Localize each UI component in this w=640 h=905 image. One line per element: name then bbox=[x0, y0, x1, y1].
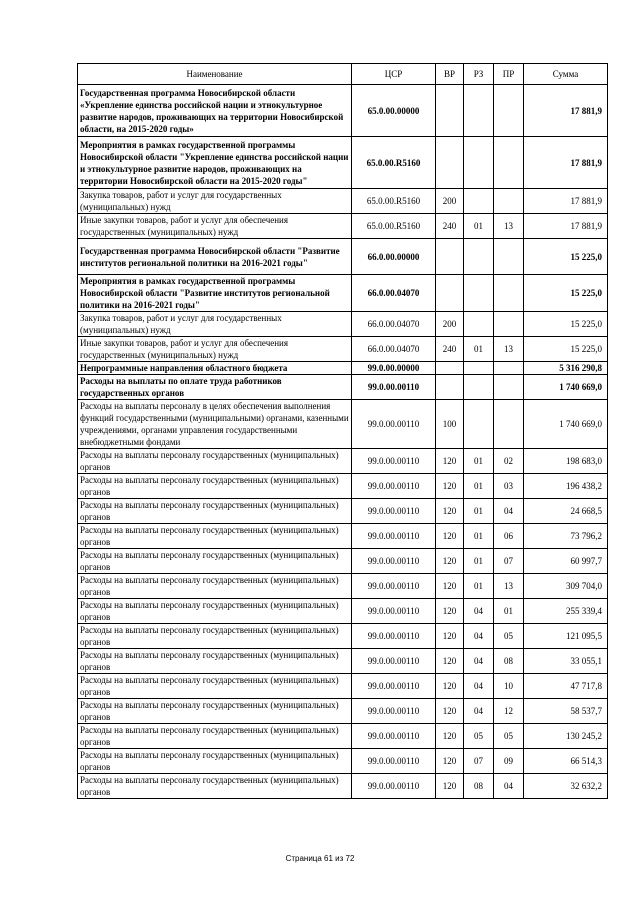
table-cell-rz: 04 bbox=[464, 699, 494, 724]
table-cell-sum: 15 225,0 bbox=[524, 337, 608, 362]
table-cell-name: Расходы на выплаты персоналу государственных (муниципальных) органов bbox=[78, 599, 352, 624]
table-cell-vr bbox=[436, 137, 464, 189]
table-cell-rz bbox=[464, 85, 494, 137]
table-cell-sum: 33 055,1 bbox=[524, 649, 608, 674]
table-cell-pr: 13 bbox=[494, 214, 524, 239]
table-cell-rz: 01 bbox=[464, 474, 494, 499]
table-cell-sum: 17 881,9 bbox=[524, 189, 608, 214]
table-row bbox=[78, 312, 608, 337]
header-csr: ЦСР bbox=[352, 64, 436, 85]
table-cell-vr: 120 bbox=[436, 649, 464, 674]
table-cell-pr: 04 bbox=[494, 774, 524, 799]
table-row bbox=[78, 624, 608, 649]
table-cell-csr: 65.0.00.R5160 bbox=[352, 189, 436, 214]
table-cell-csr: 99.0.00.00110 bbox=[352, 499, 436, 524]
table-cell-sum: 15 225,0 bbox=[524, 312, 608, 337]
table-row bbox=[78, 474, 608, 499]
table-row bbox=[78, 189, 608, 214]
table-row bbox=[78, 137, 608, 189]
table-cell-rz: 01 bbox=[464, 524, 494, 549]
table-cell-sum: 58 537,7 bbox=[524, 699, 608, 724]
table-cell-pr: 13 bbox=[494, 574, 524, 599]
table-cell-sum: 309 704,0 bbox=[524, 574, 608, 599]
table-cell-vr: 200 bbox=[436, 312, 464, 337]
table-cell-csr: 65.0.00.R5160 bbox=[352, 214, 436, 239]
table-cell-sum: 60 997,7 bbox=[524, 549, 608, 574]
table-cell-csr: 99.0.00.00110 bbox=[352, 699, 436, 724]
table-cell-pr bbox=[494, 189, 524, 214]
table-cell-sum: 15 225,0 bbox=[524, 275, 608, 312]
table-cell-name: Государственная программа Новосибирской области «Укрепление единства российской нации и этнокультурное развитие народов, проживающих на территории Новосибирской области, на 2015-2020 годы» bbox=[78, 85, 352, 137]
table-cell-vr: 100 bbox=[436, 400, 464, 449]
table-cell-name: Мероприятия в рамках государственной программы Новосибирской области "Укрепление единства российской нации и этнокультурное развитие народов, проживающих на территории Новосибирской области на 2015-2020 годы" bbox=[78, 137, 352, 189]
table-cell-csr: 99.0.00.00110 bbox=[352, 774, 436, 799]
table-cell-sum: 130 245,2 bbox=[524, 724, 608, 749]
table-cell-rz bbox=[464, 239, 494, 275]
table-cell-pr: 06 bbox=[494, 524, 524, 549]
table-cell-rz: 08 bbox=[464, 774, 494, 799]
table-cell-rz: 01 bbox=[464, 449, 494, 474]
table-cell-vr bbox=[436, 85, 464, 137]
table-cell-name: Закупка товаров, работ и услуг для государственных (муниципальных) нужд bbox=[78, 312, 352, 337]
table-cell-sum: 17 881,9 bbox=[524, 137, 608, 189]
table-cell-vr: 120 bbox=[436, 624, 464, 649]
table-cell-vr: 120 bbox=[436, 474, 464, 499]
table-cell-csr: 66.0.00.04070 bbox=[352, 337, 436, 362]
table-cell-pr: 03 bbox=[494, 474, 524, 499]
table-cell-csr: 65.0.00.R5160 bbox=[352, 137, 436, 189]
budget-table bbox=[77, 63, 608, 799]
table-cell-rz bbox=[464, 137, 494, 189]
table-cell-name: Расходы на выплаты персоналу государственных (муниципальных) органов bbox=[78, 624, 352, 649]
table-row bbox=[78, 574, 608, 599]
table-row bbox=[78, 239, 608, 275]
table-cell-pr bbox=[494, 85, 524, 137]
table-cell-rz: 01 bbox=[464, 499, 494, 524]
table-cell-rz: 07 bbox=[464, 749, 494, 774]
table-cell-pr bbox=[494, 375, 524, 400]
table-cell-csr: 99.0.00.00110 bbox=[352, 474, 436, 499]
table-cell-rz bbox=[464, 275, 494, 312]
table-cell-vr: 120 bbox=[436, 549, 464, 574]
table-cell-vr: 240 bbox=[436, 337, 464, 362]
table-cell-csr: 99.0.00.00110 bbox=[352, 624, 436, 649]
table-cell-vr: 120 bbox=[436, 499, 464, 524]
table-cell-rz: 04 bbox=[464, 599, 494, 624]
table-cell-name: Расходы на выплаты персоналу государственных (муниципальных) органов bbox=[78, 674, 352, 699]
table-cell-pr: 13 bbox=[494, 337, 524, 362]
table-cell-name: Закупка товаров, работ и услуг для государственных (муниципальных) нужд bbox=[78, 189, 352, 214]
table-cell-name: Расходы на выплаты персоналу государственных (муниципальных) органов bbox=[78, 724, 352, 749]
table-cell-csr: 66.0.00.00000 bbox=[352, 239, 436, 275]
table-cell-sum: 47 717,8 bbox=[524, 674, 608, 699]
table-cell-csr: 99.0.00.00110 bbox=[352, 599, 436, 624]
table-cell-sum: 196 438,2 bbox=[524, 474, 608, 499]
table-cell-sum: 24 668,5 bbox=[524, 499, 608, 524]
table-cell-vr: 120 bbox=[436, 599, 464, 624]
table-cell-csr: 99.0.00.00110 bbox=[352, 524, 436, 549]
table-row bbox=[78, 674, 608, 699]
table-cell-vr: 120 bbox=[436, 449, 464, 474]
table-cell-sum: 198 683,0 bbox=[524, 449, 608, 474]
table-cell-sum: 255 339,4 bbox=[524, 599, 608, 624]
table-cell-name: Непрограммные направления областного бюджета bbox=[78, 362, 352, 375]
table-cell-name: Расходы на выплаты по оплате труда работников государственных органов bbox=[78, 375, 352, 400]
table-cell-csr: 99.0.00.00110 bbox=[352, 400, 436, 449]
table-cell-vr bbox=[436, 375, 464, 400]
table-cell-name: Расходы на выплаты персоналу государственных (муниципальных) органов bbox=[78, 524, 352, 549]
table-cell-vr bbox=[436, 239, 464, 275]
table-cell-name: Расходы на выплаты персоналу в целях обеспечения выполнения функций государственными (муниципальными) органами, казенными учреждениями, органами управления государственными внебюджетными фондами bbox=[78, 400, 352, 449]
table-cell-pr: 12 bbox=[494, 699, 524, 724]
table-cell-csr: 99.0.00.00110 bbox=[352, 449, 436, 474]
header-sum: Сумма bbox=[524, 64, 608, 85]
table-cell-vr bbox=[436, 362, 464, 375]
table-cell-rz: 01 bbox=[464, 549, 494, 574]
table-cell-name: Расходы на выплаты персоналу государственных (муниципальных) органов bbox=[78, 774, 352, 799]
table-cell-pr: 01 bbox=[494, 599, 524, 624]
table-cell-csr: 65.0.00.00000 bbox=[352, 85, 436, 137]
table-row bbox=[78, 85, 608, 137]
table-cell-name: Расходы на выплаты персоналу государственных (муниципальных) органов bbox=[78, 749, 352, 774]
table-row bbox=[78, 362, 608, 375]
table-row bbox=[78, 699, 608, 724]
table-cell-pr bbox=[494, 362, 524, 375]
table-row bbox=[78, 524, 608, 549]
table-cell-vr: 200 bbox=[436, 189, 464, 214]
table-cell-csr: 99.0.00.00110 bbox=[352, 749, 436, 774]
table-row bbox=[78, 749, 608, 774]
table-cell-rz: 01 bbox=[464, 214, 494, 239]
table-cell-vr: 120 bbox=[436, 774, 464, 799]
table-cell-csr: 66.0.00.04070 bbox=[352, 275, 436, 312]
table-cell-pr: 05 bbox=[494, 624, 524, 649]
table-cell-vr bbox=[436, 275, 464, 312]
table-cell-pr: 04 bbox=[494, 499, 524, 524]
table-cell-rz: 01 bbox=[464, 337, 494, 362]
header-rz: РЗ bbox=[464, 64, 494, 85]
table-cell-rz bbox=[464, 189, 494, 214]
table-cell-csr: 99.0.00.00110 bbox=[352, 724, 436, 749]
table-cell-vr: 120 bbox=[436, 674, 464, 699]
table-row bbox=[78, 649, 608, 674]
table-cell-sum: 15 225,0 bbox=[524, 239, 608, 275]
table-cell-sum: 1 740 669,0 bbox=[524, 400, 608, 449]
table-cell-csr: 99.0.00.00110 bbox=[352, 674, 436, 699]
table-cell-name: Расходы на выплаты персоналу государственных (муниципальных) органов bbox=[78, 449, 352, 474]
table-cell-name: Иные закупки товаров, работ и услуг для обеспечения государственных (муниципальных) нужд bbox=[78, 214, 352, 239]
table-row bbox=[78, 774, 608, 799]
table-cell-rz bbox=[464, 375, 494, 400]
table-cell-pr: 10 bbox=[494, 674, 524, 699]
table-row bbox=[78, 499, 608, 524]
table-cell-pr: 02 bbox=[494, 449, 524, 474]
table-cell-csr: 66.0.00.04070 bbox=[352, 312, 436, 337]
table-row bbox=[78, 337, 608, 362]
table-cell-pr bbox=[494, 239, 524, 275]
table-cell-pr: 07 bbox=[494, 549, 524, 574]
table-cell-rz: 04 bbox=[464, 624, 494, 649]
table-row bbox=[78, 724, 608, 749]
table-cell-csr: 99.0.00.00000 bbox=[352, 362, 436, 375]
table-cell-pr: 05 bbox=[494, 724, 524, 749]
table-cell-name: Расходы на выплаты персоналу государственных (муниципальных) органов bbox=[78, 549, 352, 574]
table-cell-csr: 99.0.00.00110 bbox=[352, 549, 436, 574]
table-cell-name: Мероприятия в рамках государственной программы Новосибирской области "Развитие институтов региональной политики на 2016-2021 годы" bbox=[78, 275, 352, 312]
table-cell-pr bbox=[494, 275, 524, 312]
table-cell-csr: 99.0.00.00110 bbox=[352, 375, 436, 400]
table-cell-rz bbox=[464, 400, 494, 449]
header-name: Наименование bbox=[78, 64, 352, 85]
table-cell-name: Государственная программа Новосибирской области "Развитие институтов региональной политики на 2016-2021 годы" bbox=[78, 239, 352, 275]
table-cell-rz: 05 bbox=[464, 724, 494, 749]
table-cell-sum: 1 740 669,0 bbox=[524, 375, 608, 400]
table-cell-name: Расходы на выплаты персоналу государственных (муниципальных) органов bbox=[78, 699, 352, 724]
table-cell-rz: 04 bbox=[464, 674, 494, 699]
table-cell-sum: 17 881,9 bbox=[524, 214, 608, 239]
table-cell-pr: 09 bbox=[494, 749, 524, 774]
table-cell-sum: 73 796,2 bbox=[524, 524, 608, 549]
table-row bbox=[78, 400, 608, 449]
page-number: Страница 61 из 72 bbox=[285, 854, 355, 863]
table-cell-sum: 17 881,9 bbox=[524, 85, 608, 137]
table-row bbox=[78, 599, 608, 624]
table-cell-sum: 66 514,3 bbox=[524, 749, 608, 774]
table-cell-vr: 120 bbox=[436, 699, 464, 724]
table-row bbox=[78, 214, 608, 239]
table-cell-rz bbox=[464, 362, 494, 375]
table-row bbox=[78, 375, 608, 400]
table-cell-vr: 120 bbox=[436, 749, 464, 774]
table-cell-pr bbox=[494, 400, 524, 449]
table-cell-vr: 120 bbox=[436, 524, 464, 549]
table-cell-rz: 01 bbox=[464, 574, 494, 599]
table-row bbox=[78, 275, 608, 312]
table-cell-rz: 04 bbox=[464, 649, 494, 674]
table-cell-name: Расходы на выплаты персоналу государственных (муниципальных) органов bbox=[78, 474, 352, 499]
table-cell-sum: 32 632,2 bbox=[524, 774, 608, 799]
table-row bbox=[78, 449, 608, 474]
table-cell-vr: 120 bbox=[436, 574, 464, 599]
table-row bbox=[78, 549, 608, 574]
table-cell-sum: 121 095,5 bbox=[524, 624, 608, 649]
table-cell-csr: 99.0.00.00110 bbox=[352, 574, 436, 599]
table-header-row bbox=[78, 64, 608, 85]
table-cell-vr: 240 bbox=[436, 214, 464, 239]
table-cell-pr bbox=[494, 137, 524, 189]
table-cell-csr: 99.0.00.00110 bbox=[352, 649, 436, 674]
table-body bbox=[78, 85, 608, 799]
header-vr: ВР bbox=[436, 64, 464, 85]
table-cell-rz bbox=[464, 312, 494, 337]
table-cell-pr: 08 bbox=[494, 649, 524, 674]
table-cell-name: Расходы на выплаты персоналу государственных (муниципальных) органов bbox=[78, 649, 352, 674]
table-cell-pr bbox=[494, 312, 524, 337]
table-cell-name: Расходы на выплаты персоналу государственных (муниципальных) органов bbox=[78, 574, 352, 599]
table-cell-name: Расходы на выплаты персоналу государственных (муниципальных) органов bbox=[78, 499, 352, 524]
header-pr: ПР bbox=[494, 64, 524, 85]
table-cell-name: Иные закупки товаров, работ и услуг для обеспечения государственных (муниципальных) нужд bbox=[78, 337, 352, 362]
table-cell-sum: 5 316 290,8 bbox=[524, 362, 608, 375]
table-cell-vr: 120 bbox=[436, 724, 464, 749]
